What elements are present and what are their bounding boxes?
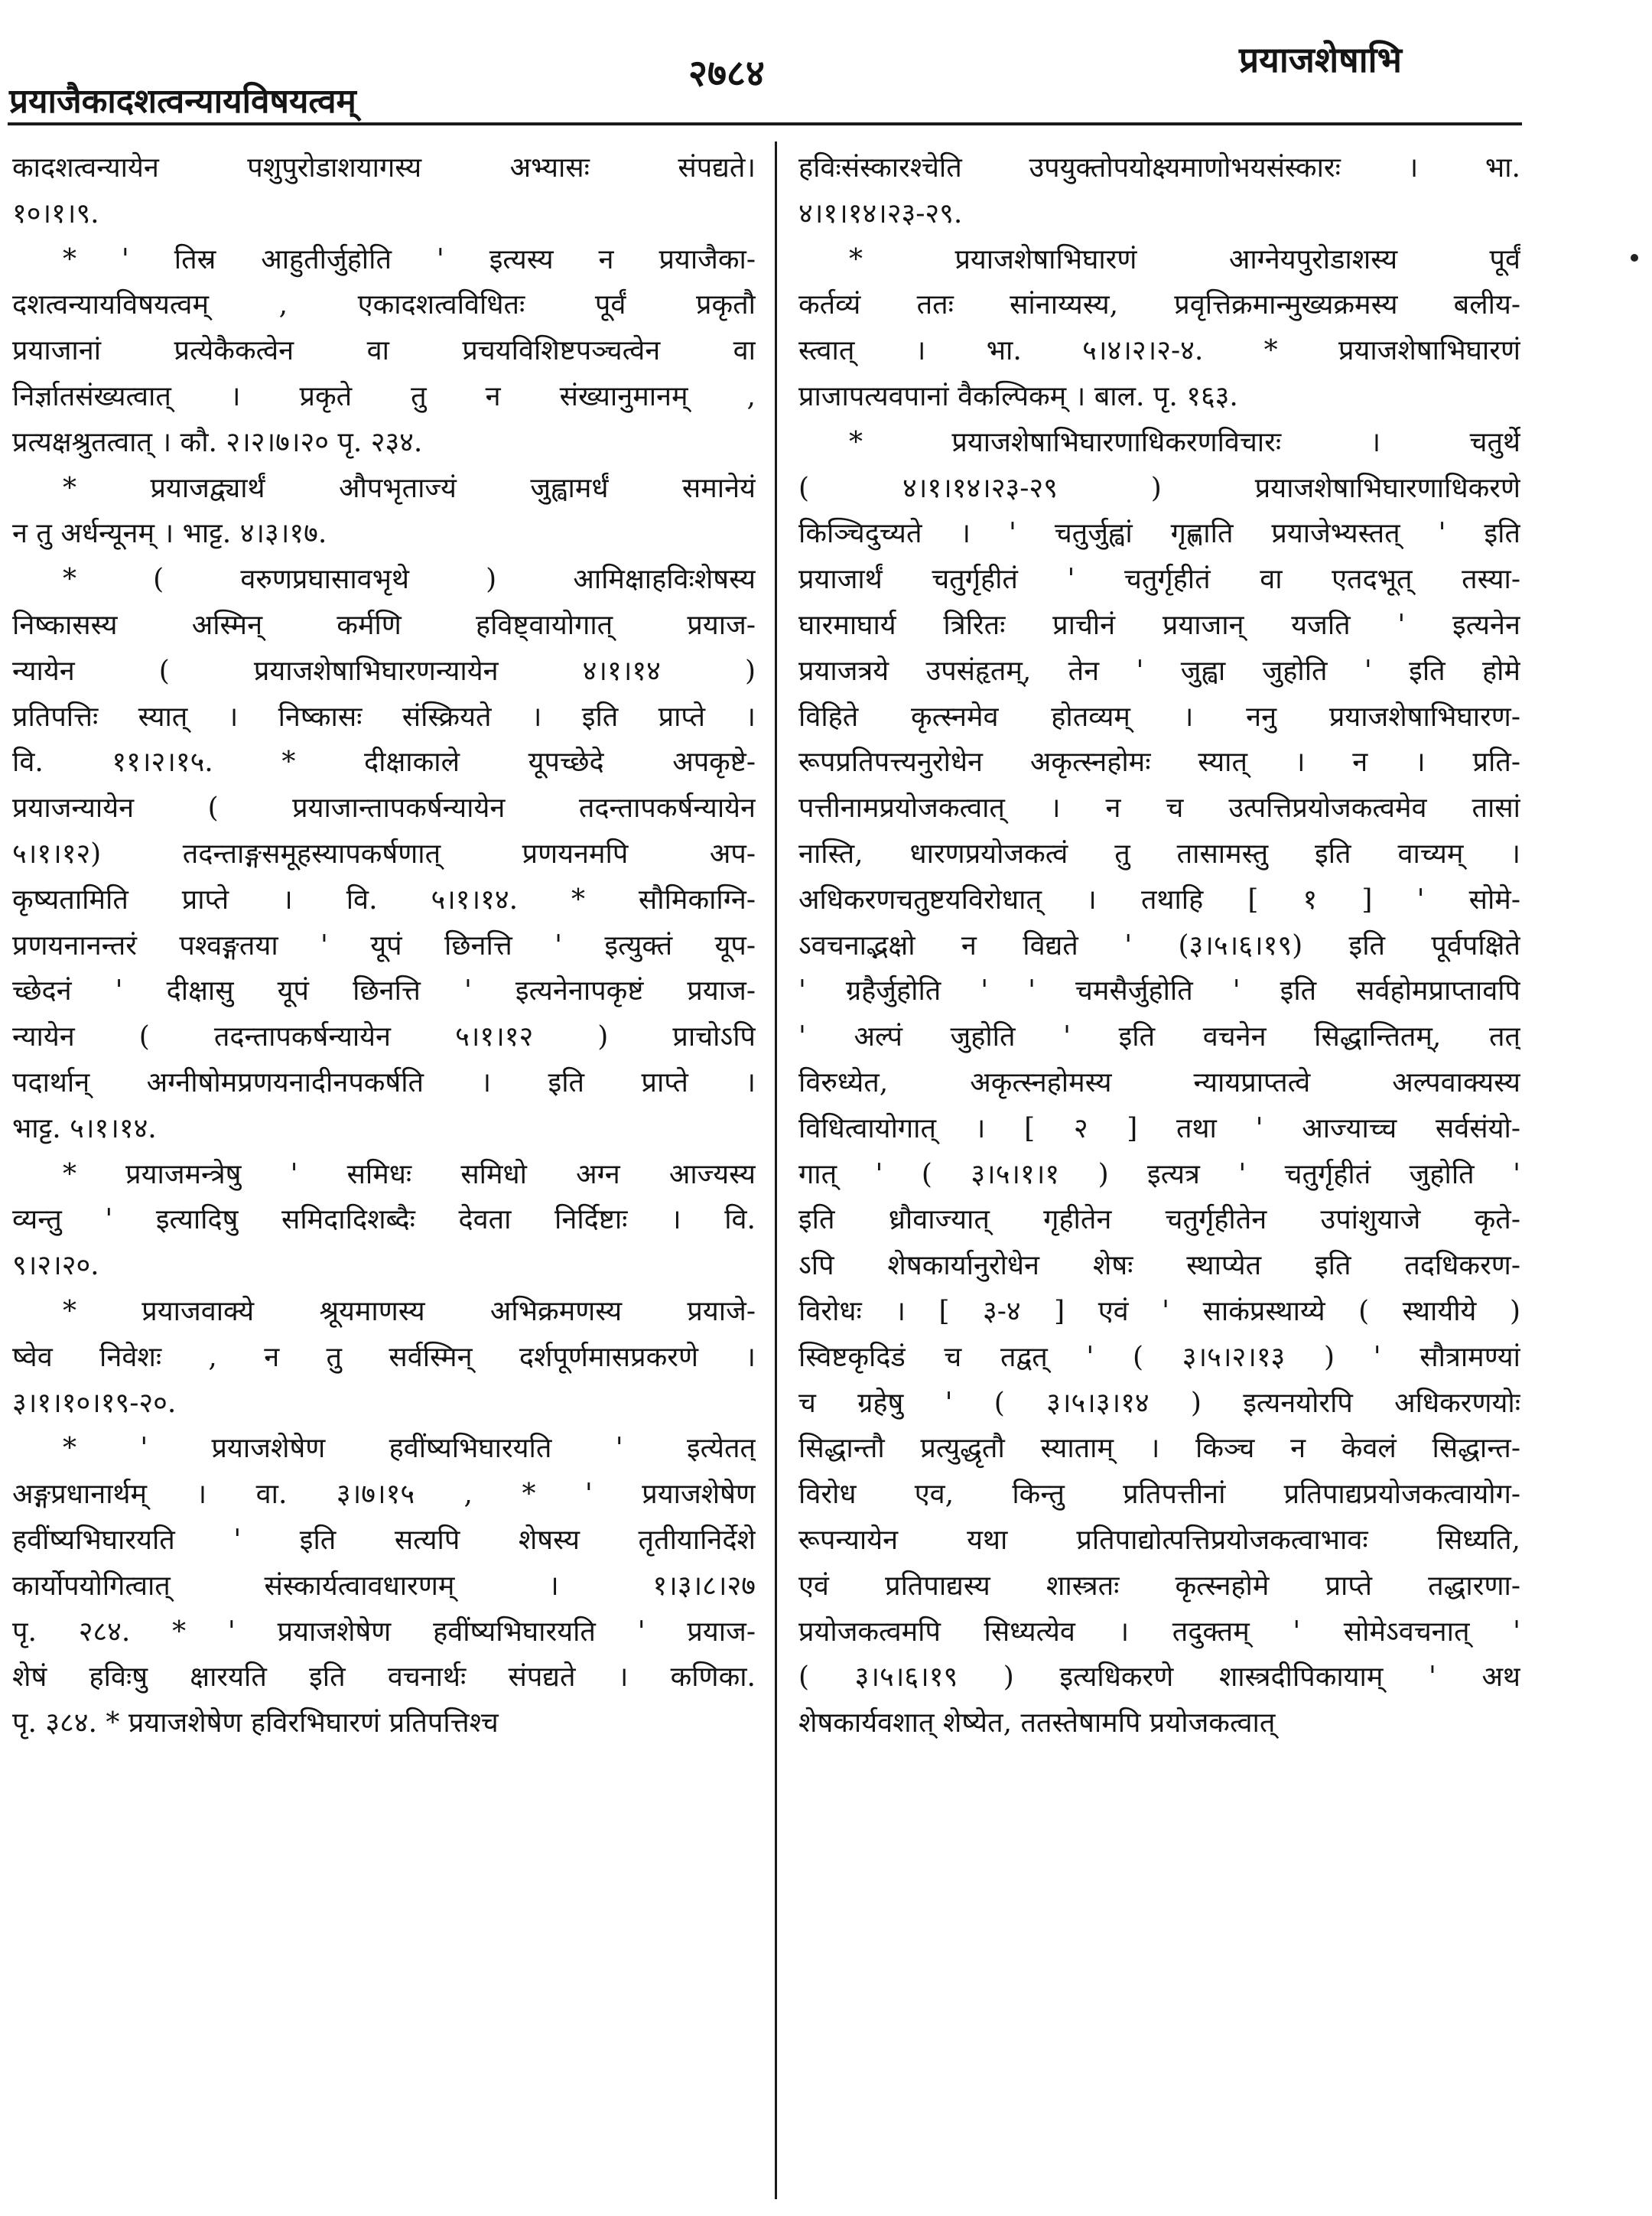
header-rule [8, 122, 1522, 125]
text-line: रूपन्यायेन यथा प्रतिपाद्योत्पत्तिप्रयोजकत्वाभावः सिध्यति, [798, 1524, 1520, 1556]
text-line: हविःसंस्कारश्चेति उपयुक्तोपयोक्ष्यमाणोभयसंस्कारः । भा. [798, 152, 1520, 184]
text-line: स्त्वात् । भा. ५।४।२।२-४. * प्रयाजशेषाभिघारणं [798, 335, 1520, 367]
text-line: शेषकार्यवशात् शेष्येत, ततस्तेषामपि प्रयोजकत्वात् [798, 1707, 1276, 1739]
text-line: प्रतिपत्तिः स्यात् । निष्कासः संस्क्रियते । इति प्राप्ते । [12, 701, 756, 733]
text-line: भाट्ट. ५।१।१४. [12, 1112, 157, 1144]
text-line: ष्वेव निवेशः , न तु सर्वस्मिन् दर्शपूर्णमासप्रकरणे । [12, 1341, 756, 1373]
text-line: प्रत्यक्षश्रुतत्वात् । कौ. २।२।७।२० पृ. २३४. [12, 426, 423, 458]
text-line: प्राजापत्यवपानां वैकल्पिकम् । बाल. पृ. १६३. [798, 380, 1238, 412]
text-line: हवींष्यभिघारयति ' इति सत्यपि शेषस्य तृतीयानिर्देशे [12, 1524, 756, 1556]
page-header [0, 0, 1652, 145]
text-line: ३।१।१०।१९-२०. [12, 1387, 177, 1419]
text-line: किञ्चिदुच्यते । ' चतुर्जुह्वां गृह्णाति प्रयाजेभ्यस्तत् ' इति [798, 518, 1520, 550]
left-column [12, 145, 756, 1746]
page-number: २७८४ [688, 52, 765, 95]
text-line: पृ. ३८४. * प्रयाजशेषेण हविरभिघारणं प्रतिपत्तिश्च [12, 1707, 499, 1739]
text-line: ४।१।१४।२३-२९. [798, 197, 963, 229]
text-line: ५।१।१२) तदन्ताङ्गसमूहस्यापकर्षणात् प्रणयनमपि अप- [12, 838, 756, 870]
text-line: * ( वरुणप्रघासावभृथे ) आमिक्षाहविःशेषस्य [63, 564, 756, 596]
text-line: ऽपि शेषकार्यानुरोधेन शेषः स्थाप्येत इति तदधिकरण- [798, 1250, 1520, 1282]
running-head-right: प्रयाजशेषाभि [1239, 39, 1402, 80]
text-line: ऽवचनाद्भक्षो न विद्यते ' (३।५।६।१९) इति पूर्वपक्षिते [798, 929, 1520, 962]
text-line: प्रयोजकत्वमपि सिध्यत्येव । तदुक्तम् ' सोमेऽवचनात् ' [798, 1616, 1520, 1648]
text-line: कृष्यतामिति प्राप्ते । वि. ५।१।१४. * सौमिकाग्नि- [12, 883, 756, 916]
running-head-left: प्रयाजैकादशत्वन्यायविषयत्वम् [9, 82, 356, 121]
text-line: ' ग्रहैर्जुहोति ' ' चमसैर्जुहोति ' इति सर्वहोमप्राप्तावपि [798, 975, 1520, 1007]
text-line: ९।२।२०. [12, 1250, 99, 1282]
text-line: स्विष्टकृदिडं च तद्वत् ' ( ३।५।२।१३ ) ' सौत्रामण्यां [798, 1341, 1520, 1373]
right-column [798, 145, 1520, 1746]
text-line: अधिकरणचतुष्टयविरोधात् । तथाहि [ १ ] ' सोमे- [798, 883, 1520, 916]
text-line: नास्ति, धारणप्रयोजकत्वं तु तासामस्तु इति वाच्यम् । [798, 838, 1520, 870]
text-line: न्यायेन ( तदन्तापकर्षन्यायेन ५।१।१२ ) प्राचोऽपि [12, 1021, 756, 1053]
text-line: * प्रयाजद्व्यार्थं औपभृताज्यं जुह्वामर्धं समानेयं [63, 472, 756, 504]
text-line: घारमाघार्य त्रिरितः प्राचीनं प्रयाजान् यजति ' इत्यनेन [798, 609, 1520, 641]
text-line: वि. ११।२।१५. * दीक्षाकाले यूपच्छेदे अपकृष्टे- [12, 747, 756, 779]
text-line: निष्कासस्य अस्मिन् कर्मणि हविष्ट्वायोगात् प्रयाज- [12, 609, 756, 641]
text-line: ( ३।५।६।१९ ) इत्यधिकरणे शास्त्रदीपिकायाम् ' अथ [798, 1661, 1520, 1694]
column-divider [775, 142, 777, 2199]
text-line: व्यन्तु ' इत्यादिषु समिदादिशब्दैः देवता निर्दिष्टाः । वि. [12, 1204, 756, 1236]
text-line: १०।१।९. [12, 197, 99, 229]
text-line: विहिते कृत्स्नमेव होतव्यम् । ननु प्रयाजशेषाभिघारण- [798, 701, 1520, 733]
text-line: * प्रयाजवाक्ये श्रूयमाणस्य अभिक्रमणस्य प्रयाजे- [63, 1295, 756, 1327]
text-line: अङ्गप्रधानार्थम् । वा. ३।७।१५ , * ' प्रयाजशेषेण [12, 1479, 756, 1511]
text-line: * प्रयाजशेषाभिघारणं आग्नेयपुरोडाशस्य पूर्वं [849, 243, 1520, 275]
text-line: ( ४।१।१४।२३-२९ ) प्रयाजशेषाभिघारणाधिकरणे [798, 472, 1520, 504]
text-line: ' अल्पं जुहोति ' इति वचनेन सिद्धान्तितम्, तत् [798, 1021, 1520, 1053]
text-line: इति ध्रौवाज्यात् गृहीतेन चतुर्गृहीतेन उपांशुयाजे कृते- [798, 1204, 1520, 1236]
text-line: रूपप्रतिपत्त्यनुरोधेन अकृत्स्नहोमः स्यात् । न । प्रति- [798, 747, 1520, 779]
text-line: विरुध्येत, अकृत्स्नहोमस्य न्यायप्राप्तत्वे अल्पवाक्यस्य [798, 1066, 1520, 1098]
text-line: न तु अर्धन्यूनम् । भाट्ट. ४।३।१७. [12, 518, 327, 550]
text-line: * प्रयाजमन्त्रेषु ' समिधः समिधो अग्न आज्यस्य [63, 1158, 756, 1190]
text-line: विरोधः । [ ३-४ ] एवं ' साकंप्रस्थाय्ये ( स्थायीये ) [798, 1295, 1520, 1327]
margin-speck [1631, 254, 1638, 262]
text-line: पत्तीनामप्रयोजकत्वात् । न च उत्पत्तिप्रयोजकत्वमेव तासां [798, 792, 1520, 825]
text-line: एवं प्रतिपाद्यस्य शास्त्रतः कृत्स्नहोमे प्राप्ते तद्धारणा- [798, 1570, 1520, 1602]
text-line: पृ. २८४. * ' प्रयाजशेषेण हवींष्यभिघारयति ' प्रयाज- [12, 1616, 756, 1648]
text-line: पदार्थान् अग्नीषोमप्रणयनादीनपकर्षति । इति प्राप्ते । [12, 1066, 756, 1098]
text-line: च्छेदनं ' दीक्षासु यूपं छिनत्ति ' इत्यनेनापकृष्टं प्रयाज- [12, 975, 756, 1007]
text-line: सिद्धान्तौ प्रत्युद्धृतौ स्याताम् । किञ्च न केवलं सिद्धान्त- [798, 1433, 1520, 1465]
text-line: शेषं हविःषु क्षारयति इति वचनार्थः संपद्यते । कणिका. [12, 1661, 756, 1694]
text-line: न्यायेन ( प्रयाजशेषाभिघारणन्यायेन ४।१।१४ ) [12, 655, 756, 687]
text-line: निर्ज्ञातसंख्यत्वात् । प्रकृते तु न संख्यानुमानम् , [12, 380, 756, 412]
text-line: प्रयाजन्यायेन ( प्रयाजान्तापकर्षन्यायेन तदन्तापकर्षन्यायेन [12, 792, 756, 825]
text-line: प्रयाजत्रये उपसंहृतम्, तेन ' जुह्वा जुहोति ' इति होमे [798, 655, 1520, 687]
text-line: विरोध एव, किन्तु प्रतिपत्तीनां प्रतिपाद्यप्रयोजकत्वायोग- [798, 1479, 1520, 1511]
text-line: * ' तिस्र आहुतीर्जुहोति ' इत्यस्य न प्रयाजैका- [63, 243, 756, 275]
text-line: कर्तव्यं ततः सांनाय्यस्य, प्रवृत्तिक्रमान्मुख्यक्रमस्य बलीय- [798, 289, 1520, 321]
text-line: प्रणयनानन्तरं पश्वङ्गतया ' यूपं छिनत्ति ' इत्युक्तं यूप- [12, 929, 756, 962]
text-line: कादशत्वन्यायेन पशुपुरोडाशयागस्य अभ्यासः संपद्यते। [12, 152, 756, 184]
text-line: कार्योपयोगित्वात् संस्कार्यत्वावधारणम् । १।३।८।२७ [12, 1570, 756, 1602]
text-line: प्रयाजानां प्रत्येकैकत्वेन वा प्रचयविशिष्टपञ्चत्वेन वा [12, 335, 756, 367]
text-line: * प्रयाजशेषाभिघारणाधिकरणविचारः । चतुर्थे [849, 426, 1520, 458]
text-line: प्रयाजार्थं चतुर्गृहीतं ' चतुर्गृहीतं वा एतदभूत् तस्या- [798, 564, 1520, 596]
text-line: च ग्रहेषु ' ( ३।५।३।१४ ) इत्यनयोरपि अधिकरणयोः [798, 1387, 1520, 1419]
text-line: गात् ' ( ३।५।१।१ ) इत्यत्र ' चतुर्गृहीतं जुहोति ' [798, 1158, 1520, 1190]
text-line: विधित्वायोगात् । [ २ ] तथा ' आज्याच्च सर्वसंयो- [798, 1112, 1520, 1144]
text-line: दशत्वन्यायविषयत्वम् , एकादशत्वविधितः पूर्वं प्रकृतौ [12, 289, 756, 321]
text-line: * ' प्रयाजशेषेण हवींष्यभिघारयति ' इत्येतत् [63, 1433, 756, 1465]
